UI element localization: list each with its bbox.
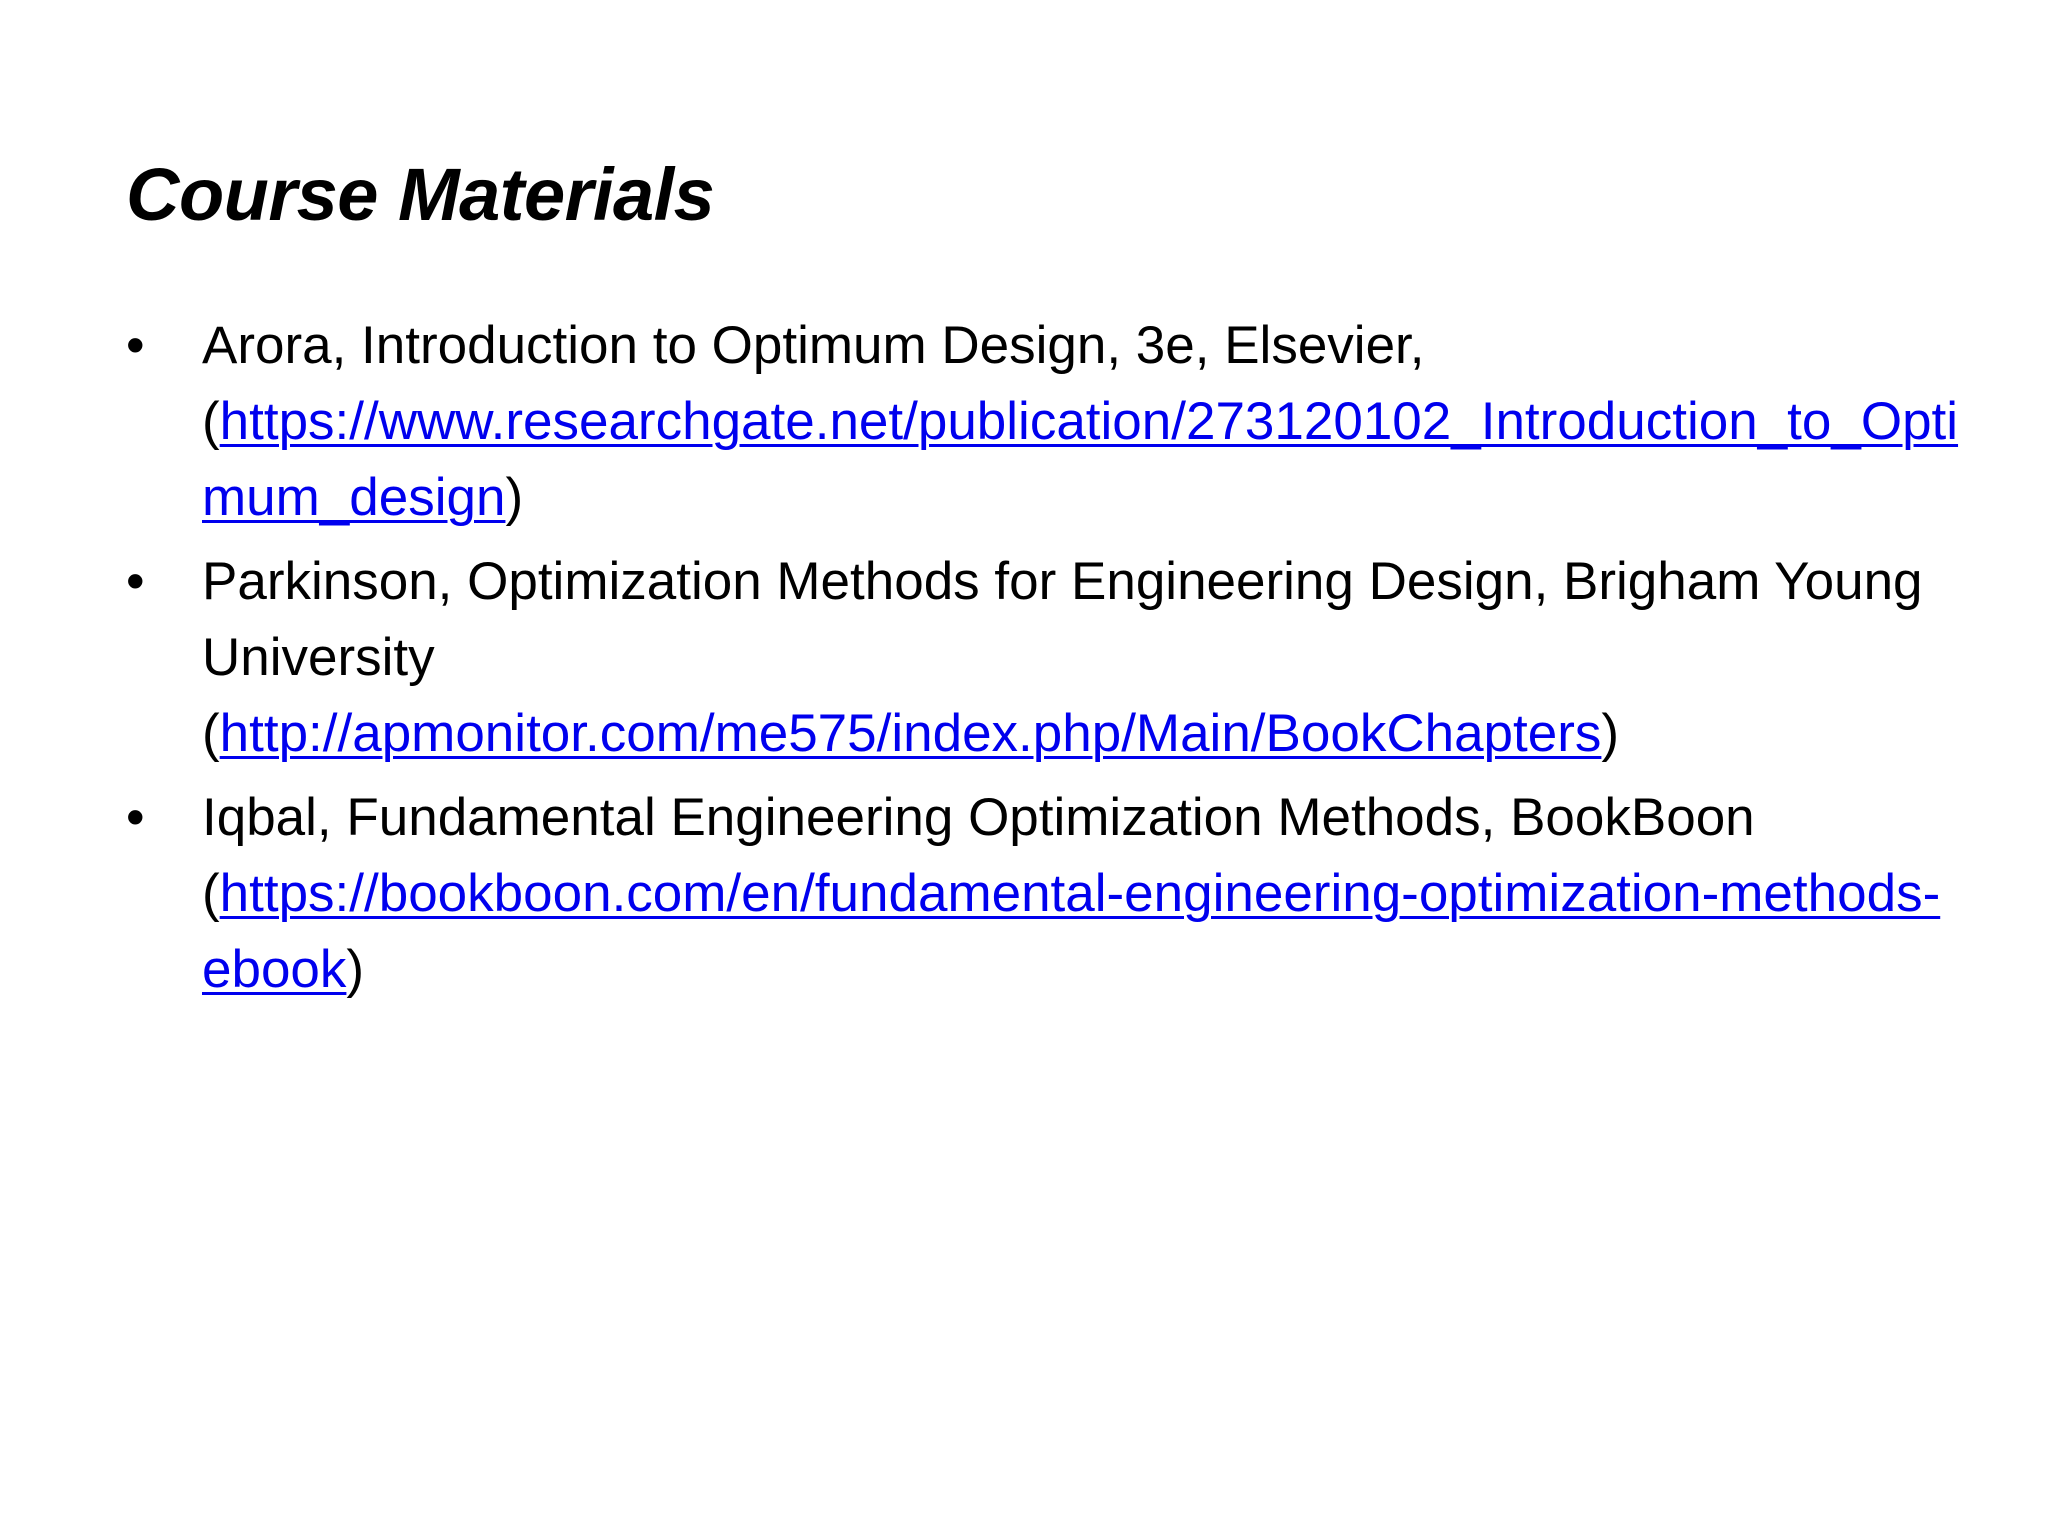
reference-list <box>126 308 1966 1016</box>
open-paren: ( <box>202 704 220 763</box>
slide-title: Course Materials <box>126 153 715 236</box>
bullet-icon: • <box>126 788 145 847</box>
reference-item-arora <box>126 308 1966 536</box>
reference-link-bookboon[interactable]: https://bookboon.com/en/fundamental-engineering-optimization-methods-ebook <box>202 864 1941 999</box>
reference-link-apmonitor[interactable]: http://apmonitor.com/me575/index.php/Main/BookChapters <box>219 704 1602 763</box>
close-paren: ) <box>1601 704 1620 763</box>
bullet-icon: • <box>126 316 145 375</box>
bullet-icon: • <box>126 552 145 611</box>
close-paren: ) <box>346 940 365 999</box>
reference-text: Arora, Introduction to Optimum Design, 3e, Elsevier, <box>202 316 1425 375</box>
reference-item-parkinson <box>126 544 1966 772</box>
reference-link-researchgate[interactable]: https://www.researchgate.net/publication/273120102_Introduction_to_Optimum_design <box>202 392 1959 527</box>
reference-item-iqbal <box>126 780 1966 1008</box>
open-paren: ( <box>202 392 220 451</box>
reference-text: Parkinson, Optimization Methods for Engineering Design, Brigham Young University <box>202 552 1923 687</box>
open-paren: ( <box>202 864 220 923</box>
close-paren: ) <box>505 468 524 527</box>
reference-text: Iqbal, Fundamental Engineering Optimization Methods, BookBoon <box>202 788 1755 847</box>
